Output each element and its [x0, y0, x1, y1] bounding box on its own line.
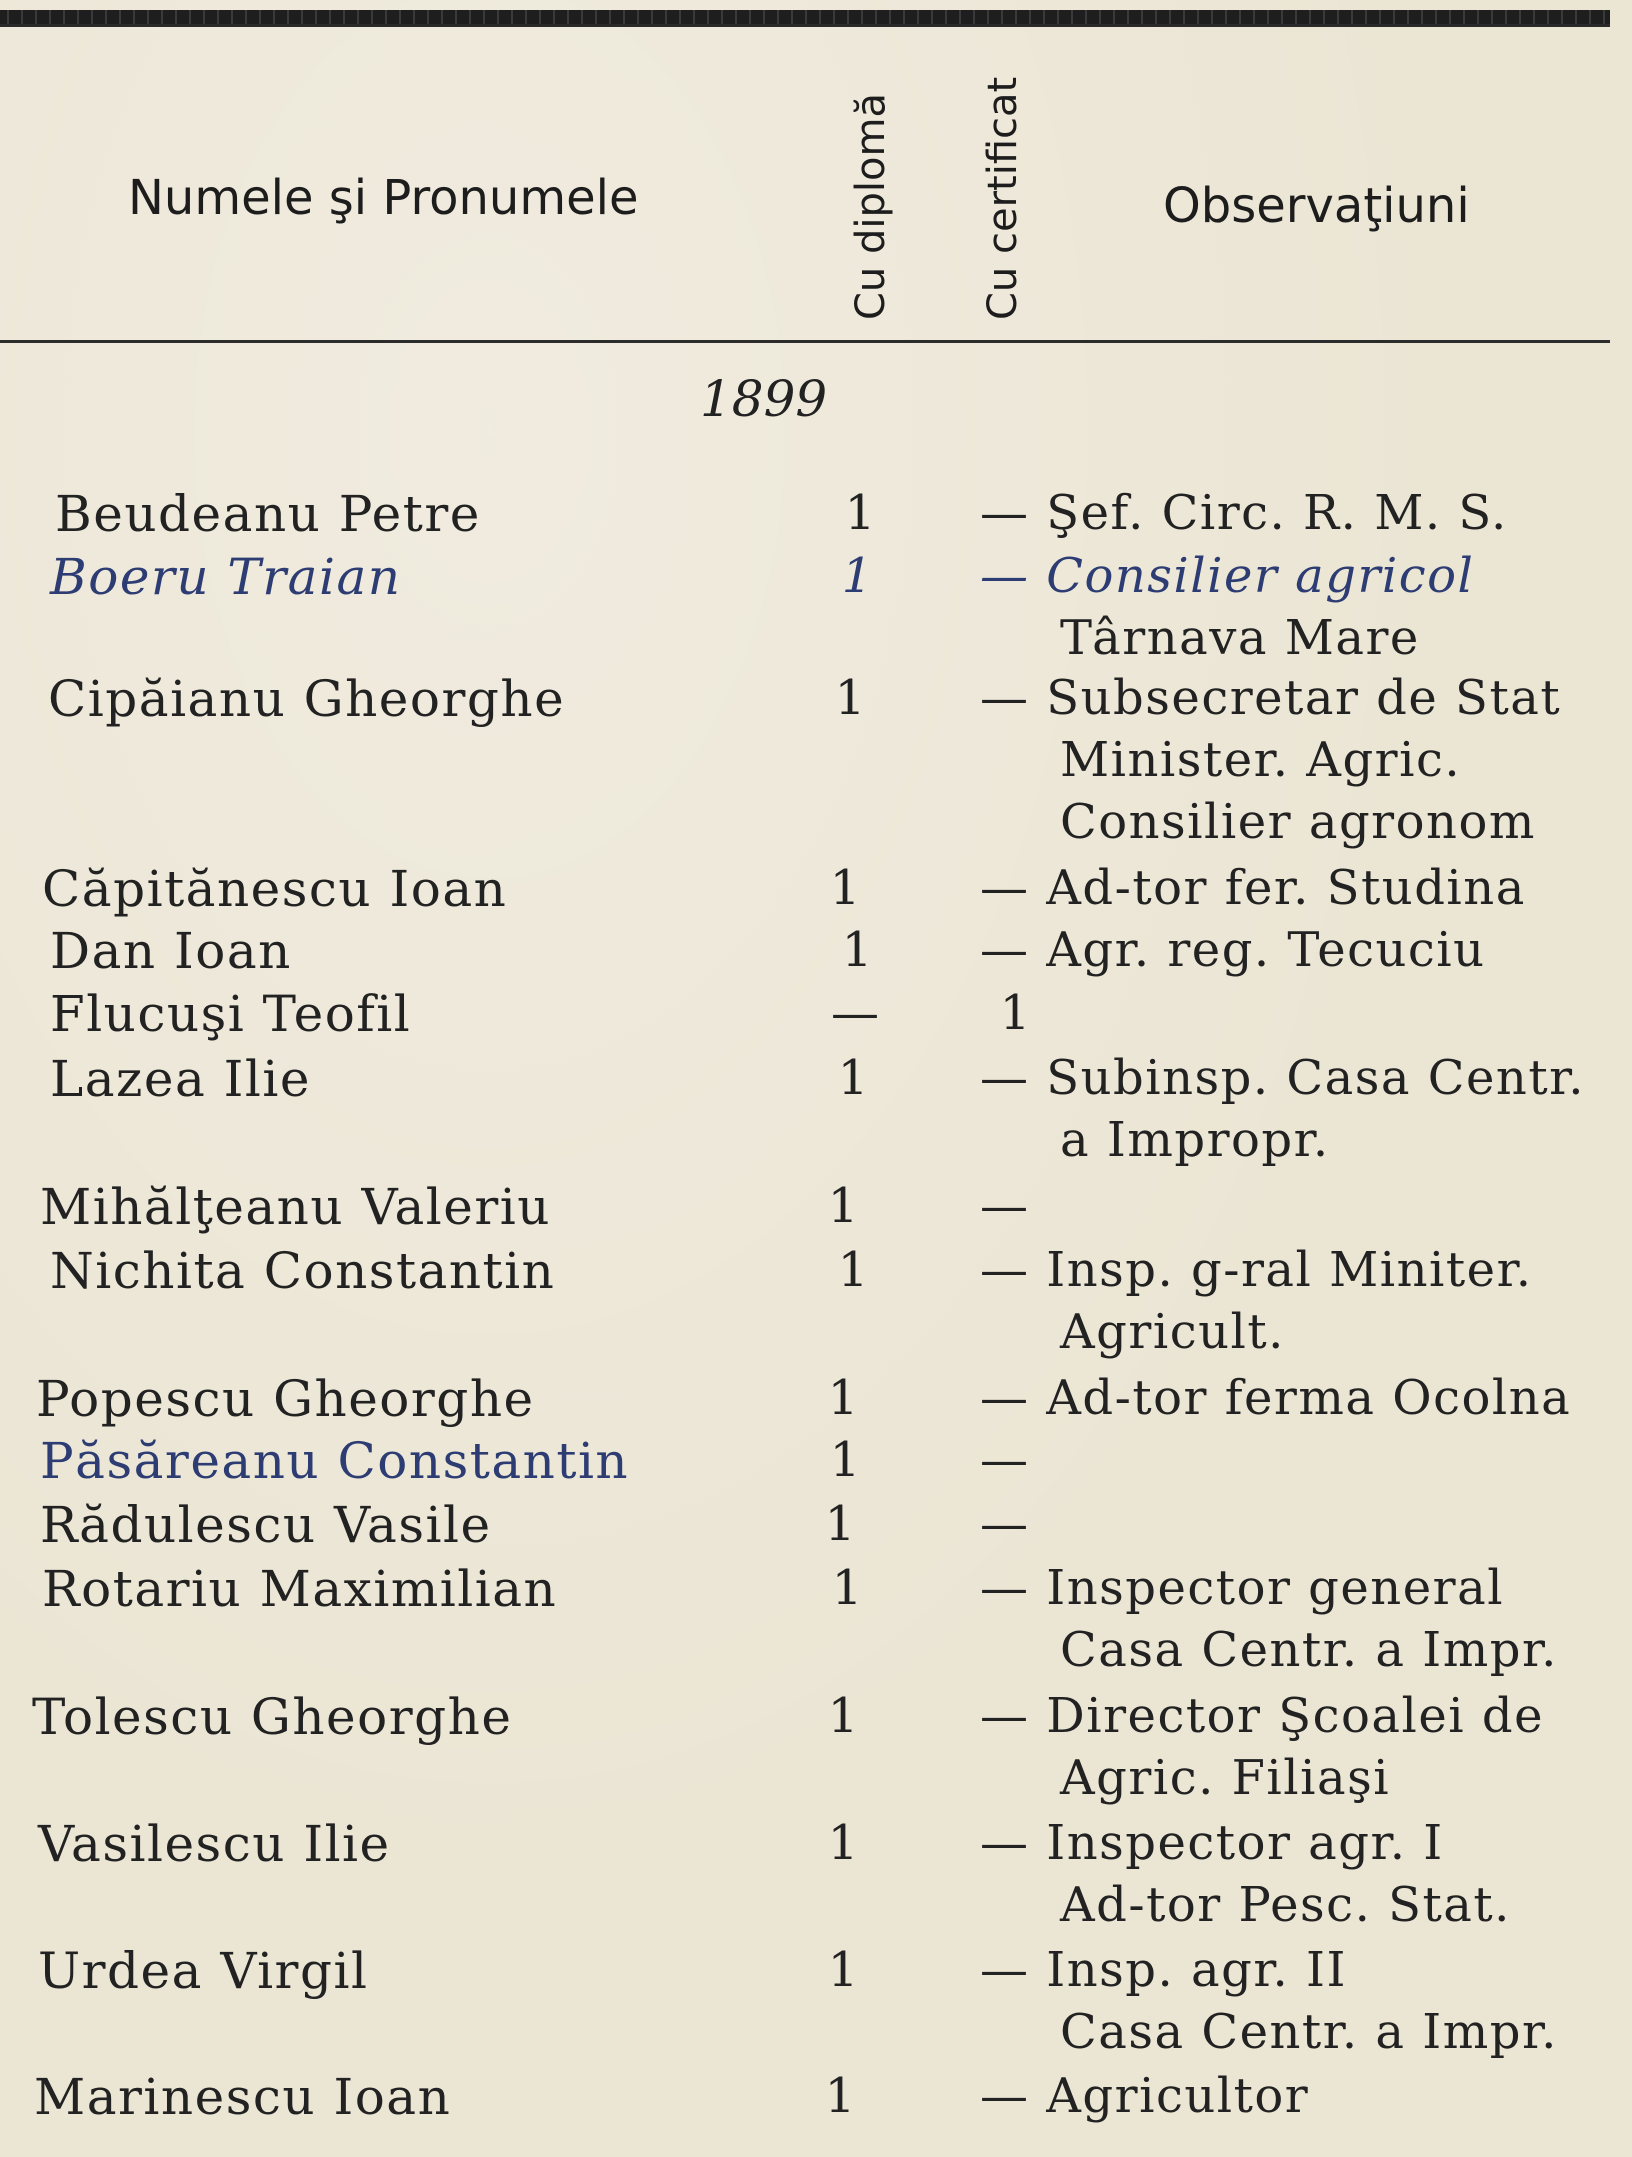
row-observation: — Agricultor [980, 2068, 1310, 2124]
row-name: Nichita Constantin [50, 1242, 556, 1300]
row-observation-continued: Minister. Agric. [1060, 732, 1462, 788]
row-observation: — Consilier agricol [980, 548, 1475, 604]
row-name: Păsăreanu Constantin [40, 1432, 630, 1490]
row-name: Lazea Ilie [50, 1050, 311, 1108]
row-observation-continued: Târnava Mare [1060, 610, 1420, 666]
row-diploma: 1 [844, 485, 876, 541]
row-diploma: 1 [841, 548, 873, 604]
row-observation: — [980, 1496, 1030, 1552]
row-diploma: 1 [824, 1496, 856, 1552]
header-name-column: Numele şi Pronumele [128, 170, 639, 226]
row-diploma: 1 [827, 1688, 859, 1744]
row-name: Vasilescu Ilie [38, 1815, 391, 1873]
row-name: Mihălţeanu Valeriu [40, 1178, 551, 1236]
row-name: Marinescu Ioan [34, 2068, 452, 2126]
row-diploma: 1 [841, 922, 873, 978]
row-observation-continued: Casa Centr. a Impr. [1060, 2004, 1558, 2060]
row-observation: — Subsecretar de Stat [980, 670, 1562, 726]
row-observation: — Insp. g-ral Miniter. [980, 1242, 1533, 1298]
row-name: Dan Ioan [50, 922, 292, 980]
row-diploma: 1 [827, 1370, 859, 1426]
row-diploma: 1 [837, 1242, 869, 1298]
row-diploma: 1 [824, 2068, 856, 2124]
row-name: Căpitănescu Ioan [42, 860, 508, 918]
row-name: Tolescu Gheorghe [32, 1688, 513, 1746]
row-observation: — Inspector general [980, 1560, 1505, 1616]
row-observation-continued: a Impropr. [1060, 1112, 1330, 1168]
year-label: 1899 [700, 370, 828, 428]
row-observation: — Subinsp. Casa Centr. [980, 1050, 1586, 1106]
row-observation-continued: Agric. Filiaşi [1060, 1750, 1391, 1806]
row-observation: — Şef. Circ. R. M. S. [980, 485, 1508, 541]
row-diploma: 1 [831, 1560, 863, 1616]
row-observation: — Inspector agr. I [980, 1815, 1444, 1871]
row-observation-continued: Consilier agronom [1060, 794, 1536, 850]
row-observation: — [980, 1178, 1030, 1234]
row-diploma: 1 [834, 670, 866, 726]
header-observatii-column: Observaţiuni [1163, 178, 1470, 234]
row-observation: — Agr. reg. Tecuciu [980, 922, 1486, 978]
row-name: Cipăianu Gheorghe [48, 670, 566, 728]
row-certificat: 1 [999, 985, 1031, 1041]
row-observation-continued: Ad-tor Pesc. Stat. [1060, 1877, 1511, 1933]
header-certificat-column: Cu certificat [980, 76, 1026, 320]
row-diploma: 1 [837, 1050, 869, 1106]
row-observation: — [980, 1432, 1030, 1488]
row-diploma: 1 [827, 1178, 859, 1234]
row-name: Boeru Traian [50, 548, 402, 606]
row-name: Popescu Gheorghe [36, 1370, 535, 1428]
row-name: Urdea Virgil [38, 1942, 369, 2000]
row-diploma: — [831, 985, 879, 1041]
row-observation-continued: Casa Centr. a Impr. [1060, 1622, 1558, 1678]
header-diploma-column: Cu diplomă [848, 93, 894, 320]
header-rule [0, 340, 1610, 343]
row-name: Rădulescu Vasile [40, 1496, 492, 1554]
row-observation: — Director Şcoalei de [980, 1688, 1544, 1744]
row-name: Flucuşi Teofil [50, 985, 412, 1043]
row-observation-continued: Agricult. [1060, 1304, 1285, 1360]
row-name: Beudeanu Petre [55, 485, 481, 543]
row-diploma: 1 [827, 1815, 859, 1871]
row-diploma: 1 [827, 1942, 859, 1998]
row-name: Rotariu Maximilian [42, 1560, 558, 1618]
top-rule-thin [0, 24, 1610, 27]
row-observation: — Insp. agr. II [980, 1942, 1347, 1998]
row-diploma: 1 [829, 860, 861, 916]
row-observation: — Ad-tor ferma Ocolna [980, 1370, 1572, 1426]
row-diploma: 1 [829, 1432, 861, 1488]
row-observation: — Ad-tor fer. Studina [980, 860, 1526, 916]
